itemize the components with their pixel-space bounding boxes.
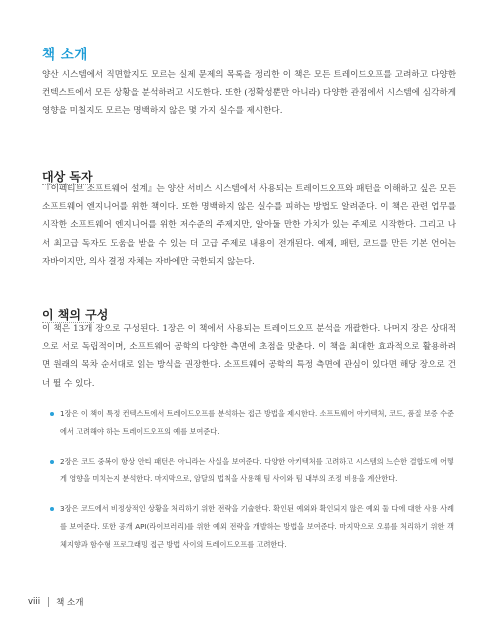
section-title-structure: 이 책의 구성: [42, 308, 109, 322]
page-footer: [28, 596, 83, 608]
structure-paragraph: 이 책은 13개 장으로 구성된다. 1장은 이 책에서 사용되는 트레이드오프 분석을 개괄한다. 나머지 장은 상대적으로 서로 독립적이며, 소프트웨어 공학의 다양한 측면에 초점을 맞춘다. 이 책을 최대한 효과적으로 활용하려면 원래의 목차 순서대로 읽는 방식을 권장한다. 소프트웨어 공학의 특정 측면에 관심이 있다면 해당 장으로 건너 뛸 수 있다.: [42, 324, 456, 389]
bullet-dot-icon: [50, 507, 54, 511]
bullet-dot-icon: [50, 460, 54, 464]
chapter-list: [50, 405, 454, 566]
list-item: [50, 453, 454, 489]
page-number: viii: [28, 597, 41, 607]
book-intro-paragraph: 양산 시스템에서 직면할지도 모르는 실제 문제의 목록을 정리한 이 책은 모든 트레이드오프를 고려하고 다양한 컨텍스트에서 모든 상황을 분석하려고 시도한다. 또한 (정확성뿐만 아니라) 다양한 관점에서 시스템에 심각하게 영향을 미칠지도 모르는 명백하지 않은 몇 가지 실수를 제시한다.: [42, 70, 456, 117]
running-header-label: 책 소개: [56, 598, 84, 608]
section-title-audience: 대상 독자: [42, 170, 93, 184]
list-item: [50, 405, 454, 441]
footer-divider: [48, 597, 49, 607]
list-item-text: 2장은 코드 중복이 항상 안티 패턴은 아니라는 사실을 보여준다. 다양한 아키텍처를 고려하고 시스템의 느슨한 결합도에 어떻게 영향을 미치는지 분석한다. 마지막으로, 암달의 법칙을 사용해 팀 사이와 팀 내부의 조정 비용을 계산한다.: [60, 456, 454, 484]
list-item-text: 1장은 이 책이 특정 컨텍스트에서 트레이드오프를 분석하는 접근 방법을 제시한다. 소프트웨어 아키텍처, 코드, 품질 보증 수준에서 고려해야 하는 트레이드오프의 예를 보여준다.: [60, 409, 454, 436]
list-item-text: 3장은 코드에서 비정상적인 상황을 처리하기 위한 전략을 기술한다. 확인된 예외와 확인되지 않은 예외 둘 다에 대한 사용 사례를 보여준다. 또한 공개 API(라이브러리)를 위한 예외 전략을 개발하는 방법을 보여준다. 마지막으로 오류를 처리하기 위한 객체지향과 함수형 프로그래밍 접근 방법 사이의 트레이드오프를 고려한다.: [60, 504, 454, 549]
list-item: [50, 500, 454, 553]
section-title-book-intro: 책 소개: [42, 47, 88, 63]
audience-paragraph: 『이펙티브 소프트웨어 설계』는 양산 서비스 시스템에서 사용되는 트레이드오프와 패턴을 이해하고 싶은 모든 소프트웨어 엔지니어를 위한 책이다. 또한 명백하지 않은 실수를 피하는 방법도 알려준다. 이 책은 관련 업무를 시작한 소프트웨어 엔지니어를 위한 저수준의 주제지만, 알아둘 만한 가치가 있는 주제로 시작한다. 그리고 나서 최고급 독자도 도움을 받을 수 있는 더 고급 주제로 내용이 전개된다. 예제, 패턴, 코드를 만든 기본 언어는 자바이지만, 의사 결정 자체는 자바에만 국한되지 않는다.: [42, 184, 456, 267]
bullet-dot-icon: [50, 412, 54, 416]
